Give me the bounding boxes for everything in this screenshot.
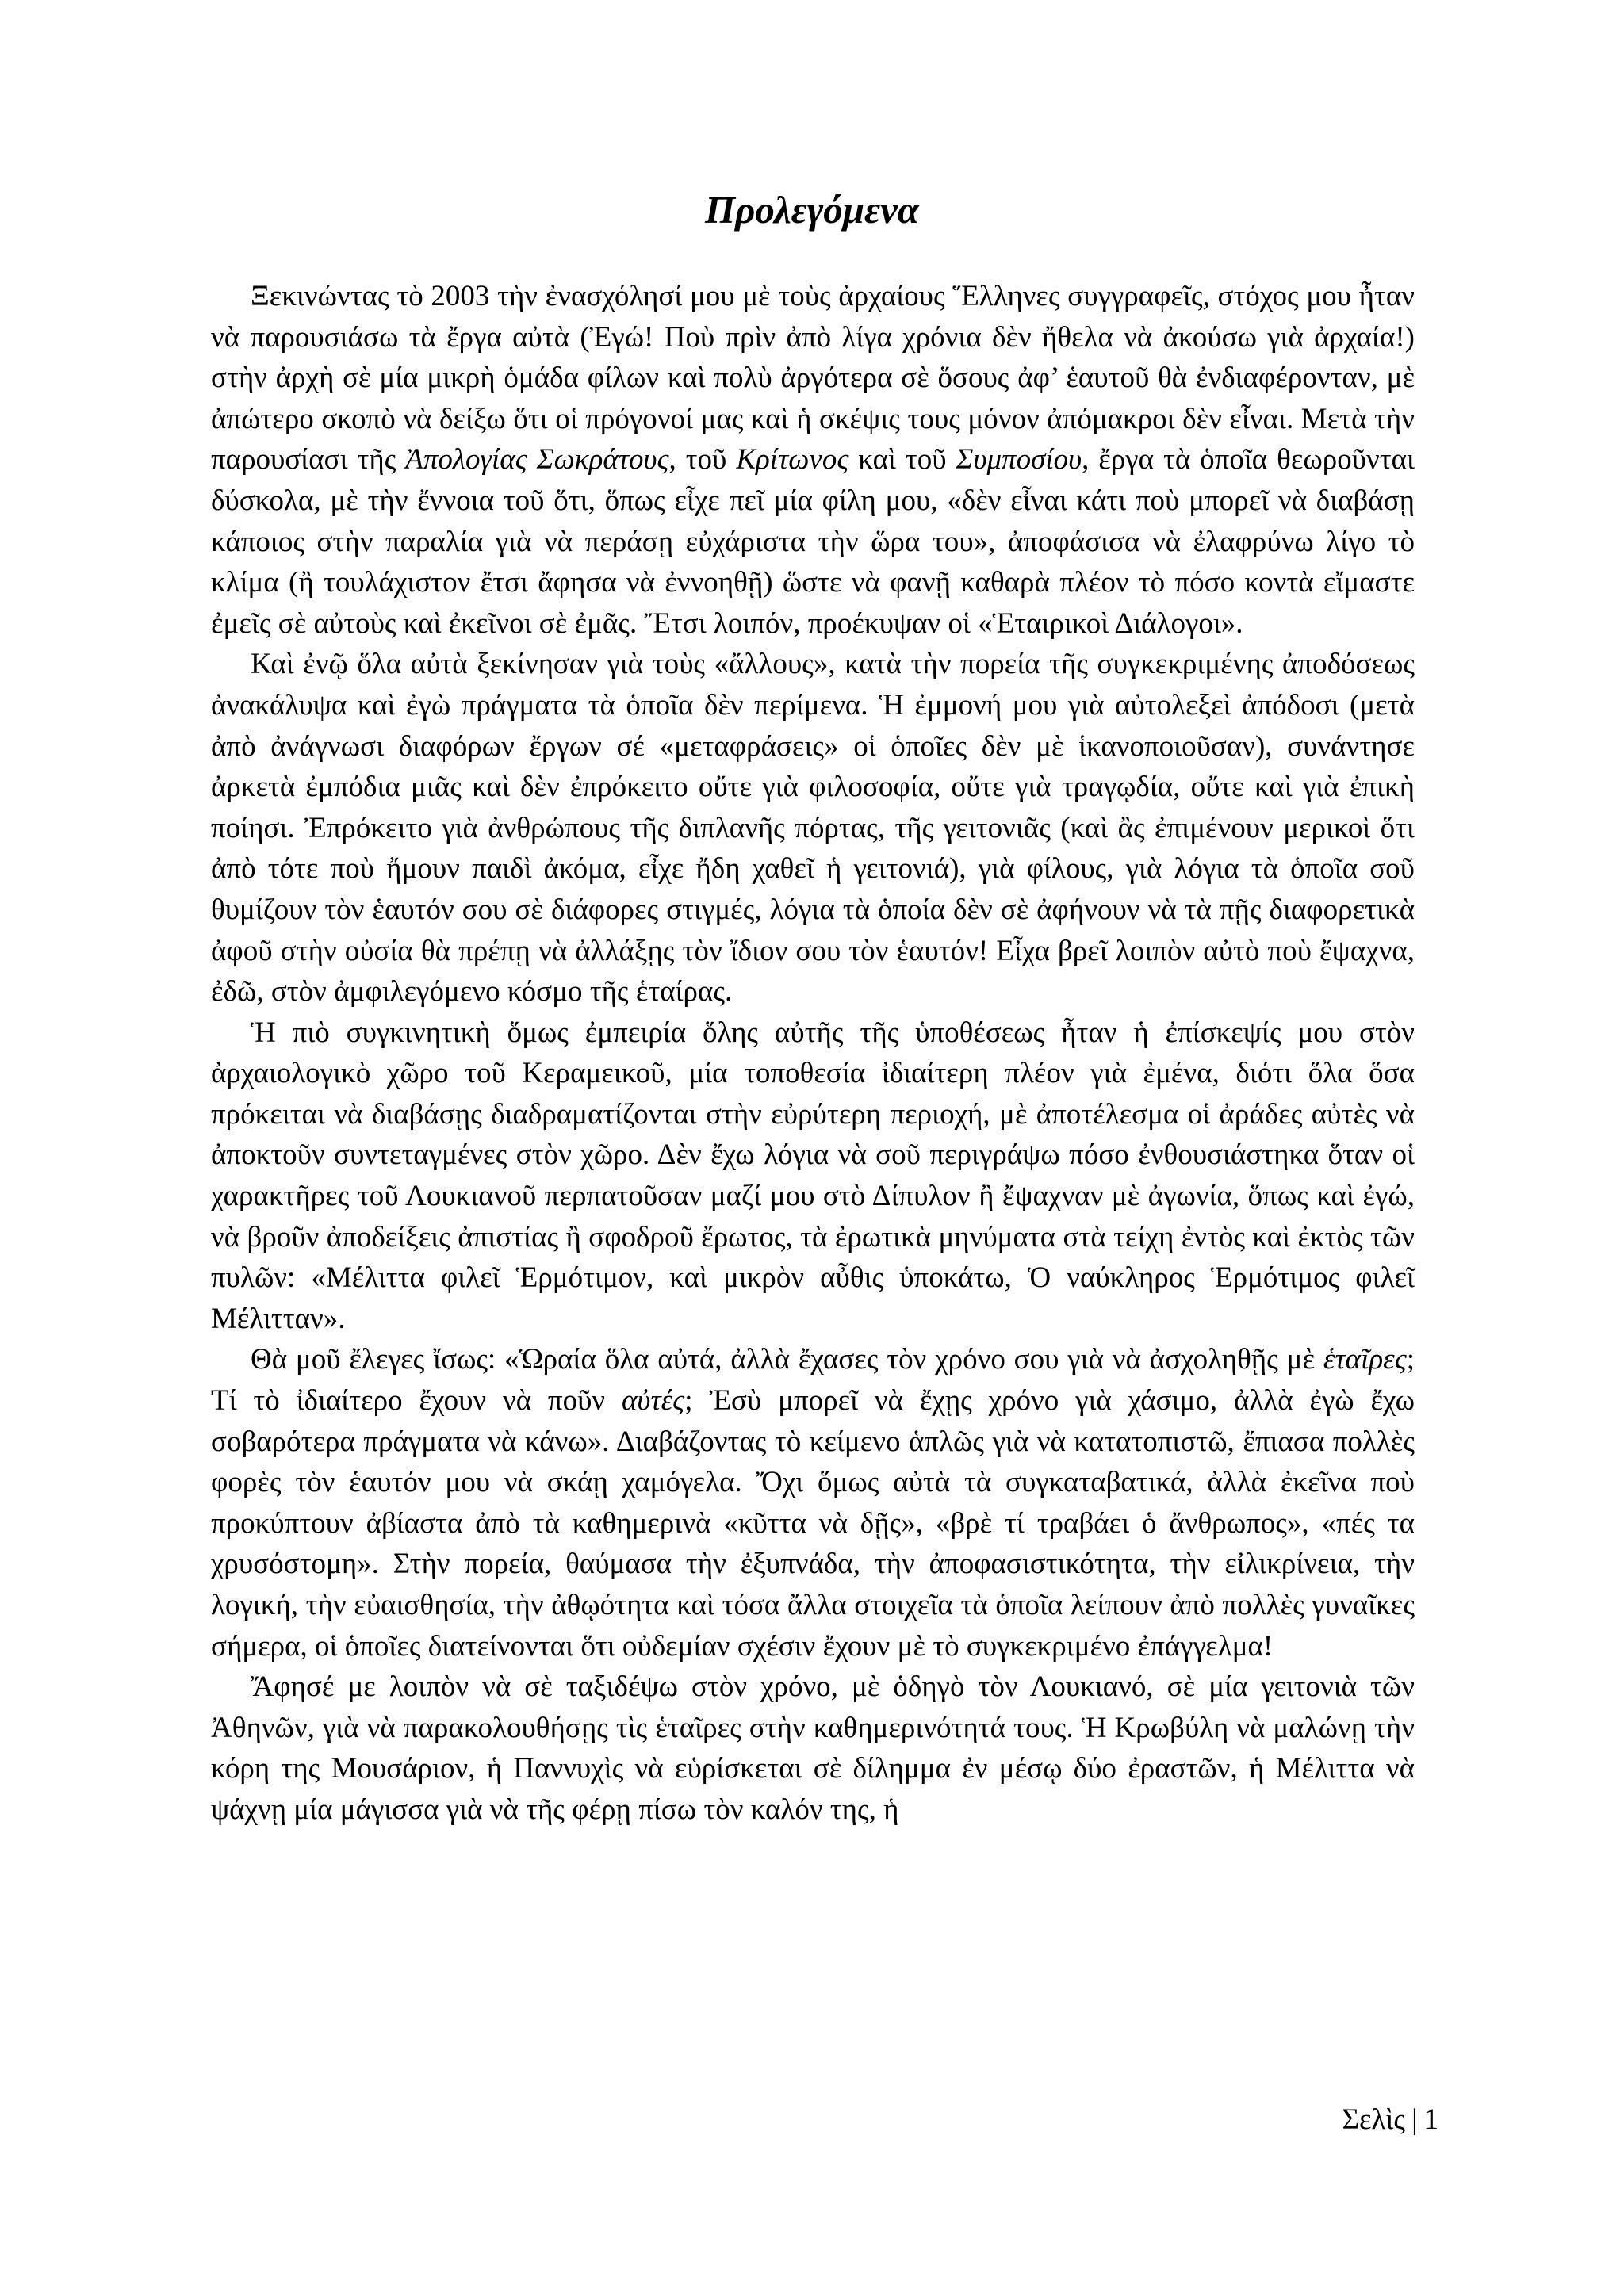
body-text	[211, 276, 1415, 1831]
page-number: 1	[1423, 2103, 1438, 2136]
paragraph-1	[211, 276, 1415, 644]
paragraph-5	[211, 1667, 1415, 1830]
footer-label: Σελὶς	[1342, 2103, 1406, 2136]
text-run: ; Ἐσὺ μπορεῖ νὰ ἔχῃς χρόνο γιὰ χάσιμο, ἀλλὰ ἐγὼ ἔχω σοβαρότερα πράγματα νὰ κάνω». Διαβάζοντας τὸ κείμενο ἁπλῶς γιὰ νὰ κατατοπιστῶ, ἔπιασα πολλὲς φορὲς τὸν ἑαυτόν μου νὰ σκάῃ χαμόγελα. Ὄχι ὅμως αὐτὰ τὰ συγκαταβατικά, ἀλλὰ ἐκεῖνα ποὺ προκύπτουν ἀβίαστα ἀπὸ τὰ καθημερινὰ «κῦττα νὰ δῇς», «βρὲ τί τραβάει ὁ ἄνθρωπος», «πές τα χρυσόστομη». Στὴν πορεία, θαύμασα τὴν ἐξυπνάδα, τὴν ἀποφασιστικότητα, τὴν εἰλικρίνεια, τὴν λογική, τὴν εὐαισθησία, τὴν ἀθῳότητα καὶ τόσα ἄλλα στοιχεῖα τὰ ὁποῖα λείπουν ἀπὸ πολλὲς γυναῖκες σήμερα, οἱ ὁποῖες διατείνονται ὅτι οὐδεμίαν σχέσιν ἔχουν μὲ τὸ συγκεκριμένο ἐπάγγελμα!	[211, 1384, 1415, 1663]
page-footer	[1342, 2101, 1438, 2139]
footer-separator: |	[1411, 2103, 1418, 2136]
italic-text-run: ἑταῖρες	[1323, 1343, 1407, 1376]
page-title: Προλεγόμενα	[705, 188, 919, 232]
paragraph-2	[211, 644, 1415, 1012]
text-run: , ἔργα τὰ ὁποῖα θεωροῦνται δύσκολα, μὲ τὴν ἔννοια τοῦ ὅτι, ὅπως εἶχε πεῖ μία φίλη μου, «δὲν εἶναι κάτι ποὺ μπορεῖ νὰ διαβάσῃ κάποιος στὴν παραλία γιὰ νὰ περάσῃ εὐχάριστα τὴν ὥρα του», ἀποφάσισα νὰ ἐλαφρύνω λίγο τὸ κλίμα (ἢ τουλάχιστον ἔτσι ἄφησα νὰ ἐννοηθῇ) ὥστε νὰ φανῇ καθαρὰ πλέον τὸ πόσο κοντὰ εἴμαστε ἐμεῖς σὲ αὐτοὺς καὶ ἐκεῖνοι σὲ ἐμᾶς. Ἔτσι λοιπόν, προέκυψαν οἱ «Ἑταιρικοὶ Διάλογοι».	[211, 443, 1415, 640]
italic-text-run: Κρίτωνος	[736, 443, 849, 476]
text-run: Ἡ πιὸ συγκινητικὴ ὅμως ἐμπειρία ὅλης αὐτῆς τῆς ὑποθέσεως ἦταν ἡ ἐπίσκεψίς μου στὸν ἀρχαιολογικὸ χῶρο τοῦ Κεραμεικοῦ, μία τοποθεσία ἰδιαίτερη πλέον γιὰ ἐμένα, διότι ὅλα ὅσα πρόκειται νὰ διαβάσῃς διαδραματίζονται στὴν εὐρύτερη περιοχή, μὲ ἀποτέλεσμα οἱ ἀράδες αὐτὲς νὰ ἀποκτοῦν συντεταγμένες στὸν χῶρο. Δὲν ἔχω λόγια νὰ σοῦ περιγράψω πόσο ἐνθουσιάστηκα ὅταν οἱ χαρακτῆρες τοῦ Λουκιανοῦ περπατοῦσαν μαζί μου στὸ Δίπυλον ἢ ἔψαχναν μὲ ἀγωνία, ὅπως καὶ ἐγώ, νὰ βροῦν ἀποδείξεις ἀπιστίας ἢ σφοδροῦ ἔρωτος, τὰ ἐρωτικὰ μηνύματα στὰ τείχη ἐντὸς καὶ ἐκτὸς τῶν πυλῶν: «Μέλιττα φιλεῖ Ἑρμότιμον, καὶ μικρὸν αὖθις ὑποκάτω, Ὁ ναύκληρος Ἑρμότιμος φιλεῖ Μέλιτταν».	[211, 1016, 1415, 1335]
italic-text-run: αὐτές	[622, 1384, 685, 1418]
paragraph-3	[211, 1012, 1415, 1340]
text-run: , τοῦ	[668, 443, 737, 476]
italic-text-run: Συμποσίου	[956, 443, 1082, 476]
text-run: ; Τί τὸ ἰδιαίτερο ἔχουν νὰ ποῦν	[211, 1343, 1415, 1418]
text-run: Ξεκινώντας τὸ 2003 τὴν ἐνασχόλησί μου μὲ τοὺς ἀρχαίους Ἕλληνες συγγραφεῖς, στόχος μου ἦταν νὰ παρουσιάσω τὰ ἔργα αὐτὰ (Ἐγώ! Ποὺ πρὶν ἀπὸ λίγα χρόνια δὲν ἤθελα νὰ ἀκούσω γιὰ ἀρχαία!) στὴν ἀρχὴ σὲ μία μικρὴ ὁμάδα φίλων καὶ πολὺ ἀργότερα σὲ ὅσους ἀφ’ ἑαυτοῦ θὰ ἐνδιαφέρονταν, μὲ ἀπώτερο σκοπὸ νὰ δείξω ὅτι οἱ πρόγονοί μας καὶ ἡ σκέψις τους μόνον ἀπόμακροι δὲν εἶναι. Μετὰ τὴν παρουσίασι τῆς	[211, 280, 1415, 476]
text-run: Θὰ μοῦ ἔλεγες ἴσως: «Ὡραία ὅλα αὐτά, ἀλλὰ ἔχασες τὸν χρόνο σου γιὰ νὰ ἀσχοληθῇς μὲ	[251, 1343, 1323, 1376]
paragraph-4	[211, 1339, 1415, 1667]
text-run: Ἄφησέ με λοιπὸν νὰ σὲ ταξιδέψω στὸν χρόνο, μὲ ὁδηγὸ τὸν Λουκιανό, σὲ μία γειτονιὰ τῶν Ἀθηνῶν, γιὰ νὰ παρακολουθήσῃς τὶς ἑταῖρες στὴν καθημερινότητά τους. Ἡ Κρωβύλη νὰ μαλώνῃ τὴν κόρη της Μουσάριον, ἡ Παννυχὶς νὰ εὑρίσκεται σὲ δίλημμα ἐν μέσῳ δύο ἐραστῶν, ἡ Μέλιττα νὰ ψάχνῃ μία μάγισσα γιὰ νὰ τῆς φέρῃ πίσω τὸν καλόν της, ἡ	[211, 1670, 1415, 1826]
italic-text-run: Ἀπολογίας Σωκράτους	[405, 443, 669, 476]
text-run: καὶ τοῦ	[848, 443, 956, 476]
text-run: Καὶ ἐνῷ ὅλα αὐτὰ ξεκίνησαν γιὰ τοὺς «ἄλλους», κατὰ τὴν πορεία τῆς συγκεκριμένης ἀποδόσεως ἀνακάλυψα καὶ ἐγὼ πράγματα τὰ ὁποῖα δὲν περίμενα. Ἡ ἐμμονή μου γιὰ αὐτολεξεὶ ἀπόδοσι (μετὰ ἀπὸ ἀνάγνωσι διαφόρων ἔργων σέ «μεταφράσεις» οἱ ὁποῖες δὲν μὲ ἱκανοποιοῦσαν), συνάντησε ἀρκετὰ ἐμπόδια μιᾶς καὶ δὲν ἐπρόκειτο οὔτε γιὰ φιλοσοφία, οὔτε γιὰ τραγῳδία, οὔτε καὶ γιὰ ἐπικὴ ποίησι. Ἐπρόκειτο γιὰ ἀνθρώπους τῆς διπλανῆς πόρτας, τῆς γειτονιᾶς (καὶ ἂς ἐπιμένουν μερικοὶ ὅτι ἀπὸ τότε ποὺ ἤμουν παιδὶ ἀκόμα, εἶχε ἤδη χαθεῖ ἡ γειτονιά), γιὰ φίλους, γιὰ λόγια τὰ ὁποῖα σοῦ θυμίζουν τὸν ἑαυτόν σου σὲ διάφορες στιγμές, λόγια τὰ ὁποία δὲν σὲ ἀφήνουν νὰ τὰ πῇς διαφορετικὰ ἀφοῦ στὴν οὐσία θὰ πρέπῃ νὰ ἀλλάξῃς τὸν ἴδιον σου τὸν ἑαυτόν! Εἶχα βρεῖ λοιπὸν αὐτὸ ποὺ ἔψαχνα, ἐδῶ, στὸν ἀμφιλεγόμενο κόσμο τῆς ἑταίρας.	[211, 648, 1415, 1008]
